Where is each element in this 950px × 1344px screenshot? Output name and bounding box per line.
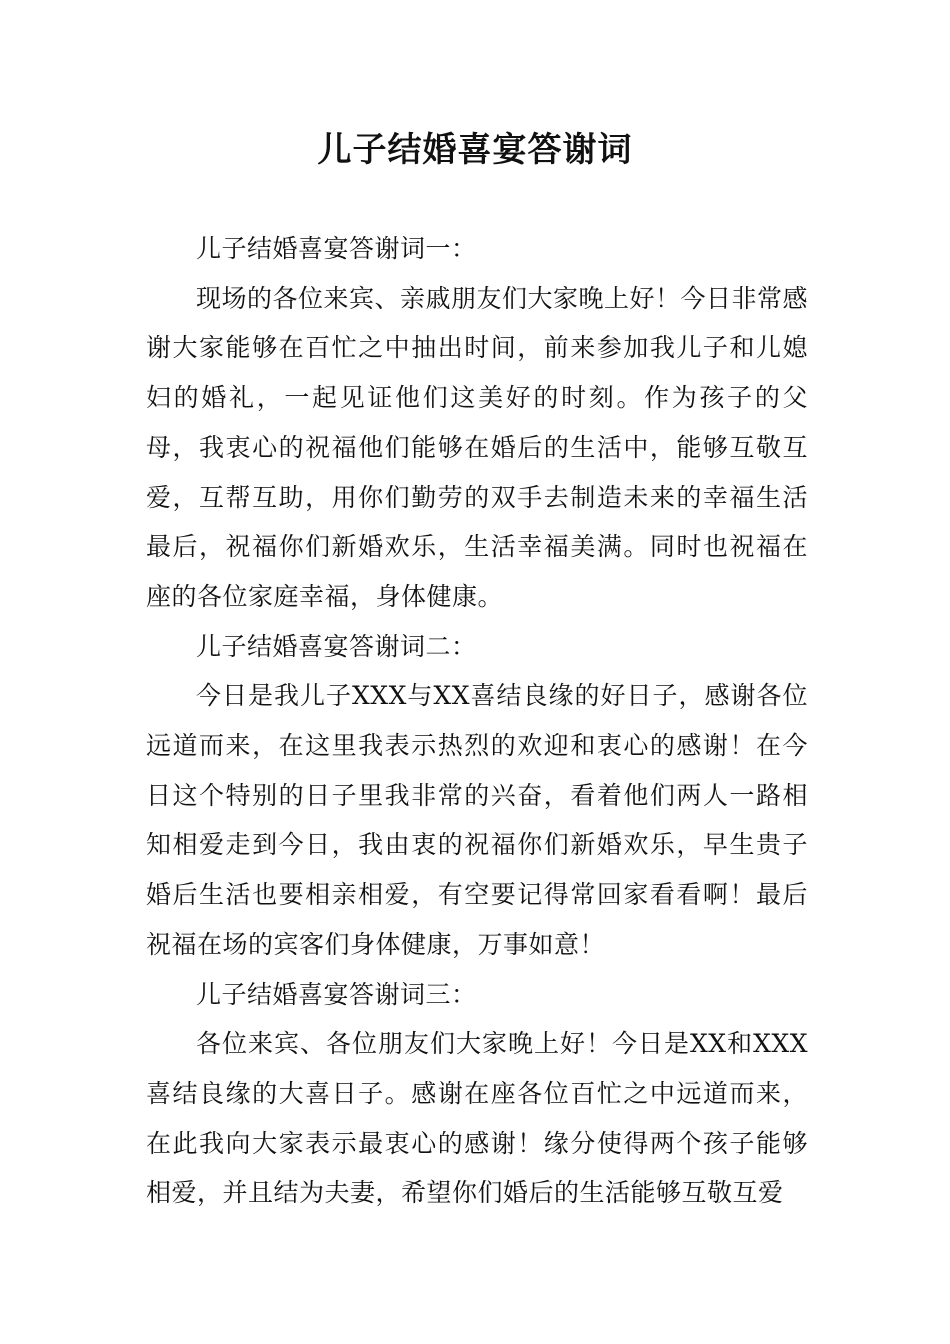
section-paragraph-2: 今日是我儿子XXX与XX喜结良缘的好日子，感谢各位远道而来，在这里我表示热烈的欢迎和衷心的感谢！在今日这个特别的日子里我非常的兴奋，看着他们两人一路相知相爱走到今日，我由衷的祝福你们新婚欢乐，早生贵子婚后生活也要相亲相爱，有空要记得常回家看看啊！最后祝福在场的宾客们身体健康，万事如意！ xyxy=(146,681,808,959)
section-heading-2: 儿子结婚喜宴答谢词二： xyxy=(196,631,477,661)
document-body xyxy=(146,224,808,1218)
section-paragraph-1: 现场的各位来宾、亲戚朋友们大家晚上好！今日非常感谢大家能够在百忙之中抽出时间，前来参加我儿子和儿媳妇的婚礼，一起见证他们这美好的时刻。作为孩子的父母，我衷心的祝福他们能够在婚后的生活中，能够互敬互爱，互帮互助，用你们勤劳的双手去制造未来的幸福生活最后，祝福你们新婚欢乐，生活幸福美满。同时也祝福在座的各位家庭幸福，身体健康。 xyxy=(146,283,809,611)
document-title: 儿子结婚喜宴答谢词 xyxy=(317,130,633,170)
section-paragraph-3: 各位来宾、各位朋友们大家晚上好！今日是XX和XXX喜结良缘的大喜日子。感谢在座各位百忙之中远道而来，在此我向大家表示最衷心的感谢！缘分使得两个孩子能够相爱，并且结为夫妻，希望你们婚后的生活能够互敬互爱 xyxy=(146,1029,808,1208)
section-heading-1: 儿子结婚喜宴答谢词一： xyxy=(196,234,477,263)
section-heading-3: 儿子结婚喜宴答谢词三： xyxy=(196,979,477,1009)
